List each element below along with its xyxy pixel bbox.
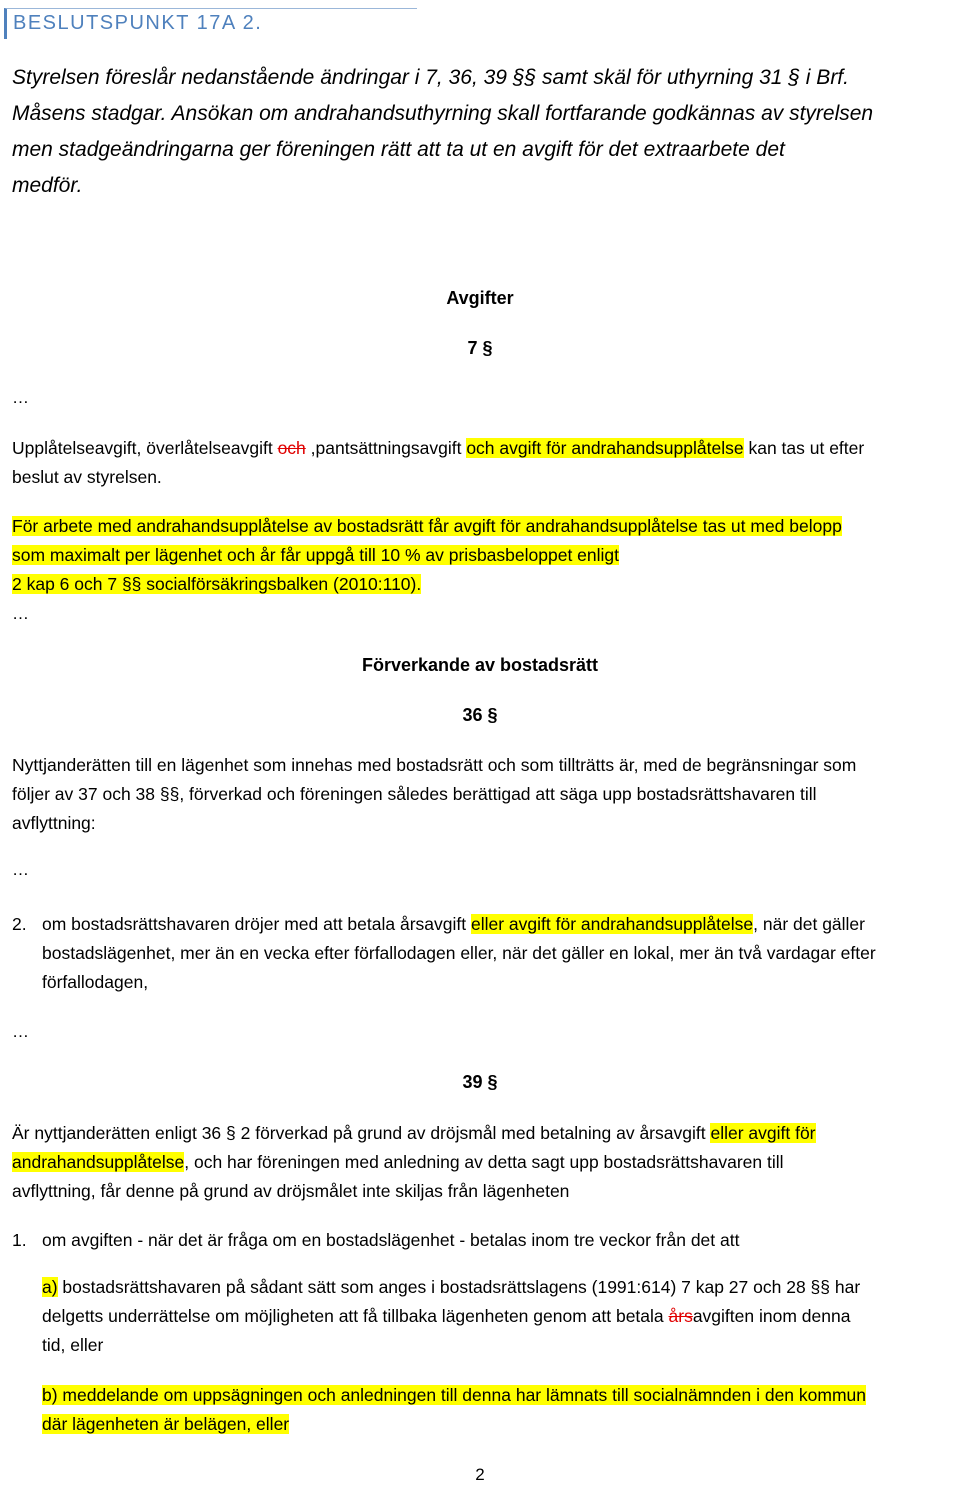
- section-number-39: 39 §: [462, 1072, 498, 1092]
- intro-line-4: medför.: [12, 174, 83, 197]
- sec36-item-line-2: bostadslägenhet, mer än en vecka efter förfallodagen eller, när det gäller en lokal, mer än två vardagar efter: [42, 943, 876, 963]
- sec36-item-line-1: om bostadsrättshavaren dröjer med att betala årsavgift eller avgift för andrahandsupplåtelse, när det gäller: [42, 914, 865, 934]
- intro-line-3: men stadgeändringarna ger föreningen rätt att ta ut en avgift för det extraarbete det: [12, 138, 785, 161]
- sec39-sub-b-line-1: b) meddelande om uppsägningen och anledningen till denna har lämnats till socialnämnden i den kommun: [42, 1385, 867, 1405]
- highlighted-text: och avgift för andrahandsupplåtelse: [466, 438, 744, 458]
- sec39-item-1-text: om avgiften - när det är fråga om en bostadslägenhet - betalas inom tre veckor från det att: [42, 1230, 740, 1250]
- sec7-paragraph-2-line-1: För arbete med andrahandsupplåtelse av bostadsrätt får avgift för andrahandsupplåtelse tas ut med belopp: [12, 516, 842, 536]
- ellipsis-2: …: [12, 604, 29, 623]
- intro-line-1: Styrelsen föreslår nedanstående ändringar i 7, 36, 39 §§ samt skäl för uthyrning 31 § i Brf.: [12, 66, 849, 89]
- page-title: BESLUTSPUNKT 17A 2.: [13, 12, 263, 34]
- intro-line-2: Måsens stadgar. Ansökan om andrahandsuthyrning skall fortfarande godkännas av styrelsen: [12, 102, 874, 125]
- section-number-36: 36 §: [462, 705, 498, 725]
- sec39-sub-a-line-3: tid, eller: [42, 1335, 104, 1355]
- section-heading-forverkande: Förverkande av bostadsrätt: [361, 655, 599, 675]
- highlighted-text: eller avgift för: [710, 1123, 816, 1143]
- sec36-item-line-3: förfallodagen,: [42, 972, 149, 992]
- ellipsis-1: …: [12, 388, 29, 407]
- sec7-paragraph-2-line-3: 2 kap 6 och 7 §§ socialförsäkringsbalken (2010:110).: [12, 574, 422, 594]
- section-number-7: 7 §: [467, 338, 493, 358]
- ellipsis-4: …: [12, 1022, 29, 1041]
- sec39-paragraph-line-1: Är nyttjanderätten enligt 36 § 2 förverkad på grund av dröjsmål med betalning av årsavgift eller avgift för: [12, 1123, 816, 1143]
- sec36-paragraph-line-1: Nyttjanderätten till en lägenhet som innehas med bostadsrätt och som tillträtts är, med de begränsningar som: [12, 755, 857, 775]
- sec7-paragraph-1-line-2: beslut av styrelsen.: [12, 467, 162, 487]
- highlighted-text: eller avgift för andrahandsupplåtelse: [470, 914, 754, 934]
- sec36-paragraph-line-2: följer av 37 och 38 §§, förverkad och föreningen således berättigad att säga upp bostadsrättshavaren till: [12, 784, 817, 804]
- page-number: 2: [475, 1465, 485, 1484]
- section-heading-avgifter: Avgifter: [446, 288, 514, 308]
- deleted-text: års: [668, 1306, 693, 1326]
- highlighted-text: andrahandsupplåtelse: [12, 1152, 185, 1172]
- sec39-paragraph-line-3: avflyttning, får denne på grund av dröjsmålet inte skiljas från lägenheten: [12, 1181, 570, 1201]
- sec39-paragraph-line-2: andrahandsupplåtelse, och har föreningen med anledning av detta sagt upp bostadsrättshavaren till: [12, 1152, 784, 1172]
- sub-a-label: a): [42, 1277, 58, 1297]
- sec7-paragraph-1-line-1: Upplåtelseavgift, överlåtelseavgift och ,pantsättningsavgift och avgift för andrahandsupplåtelse kan tas ut efter: [12, 438, 865, 458]
- sec39-item-1-number: 1.: [12, 1230, 27, 1250]
- ellipsis-3: …: [12, 860, 29, 879]
- sec36-item-number: 2.: [12, 914, 27, 934]
- sec36-paragraph-line-3: avflyttning:: [12, 813, 96, 833]
- sec39-sub-a-line-1: a) bostadsrättshavaren på sådant sätt som anges i bostadsrättslagens (1991:614) 7 kap 27 och 28 §§ har: [42, 1277, 861, 1297]
- sec39-sub-b-line-2: där lägenheten är belägen, eller: [42, 1414, 290, 1434]
- deleted-text: och: [277, 438, 306, 458]
- sec7-paragraph-2-line-2: som maximalt per lägenhet och år får uppgå till 10 % av prisbasbeloppet enligt: [12, 545, 620, 565]
- sec39-sub-a-line-2: delgetts underrättelse om möjligheten att få tillbaka lägenheten genom att betala årsavgiften inom denna: [42, 1306, 851, 1326]
